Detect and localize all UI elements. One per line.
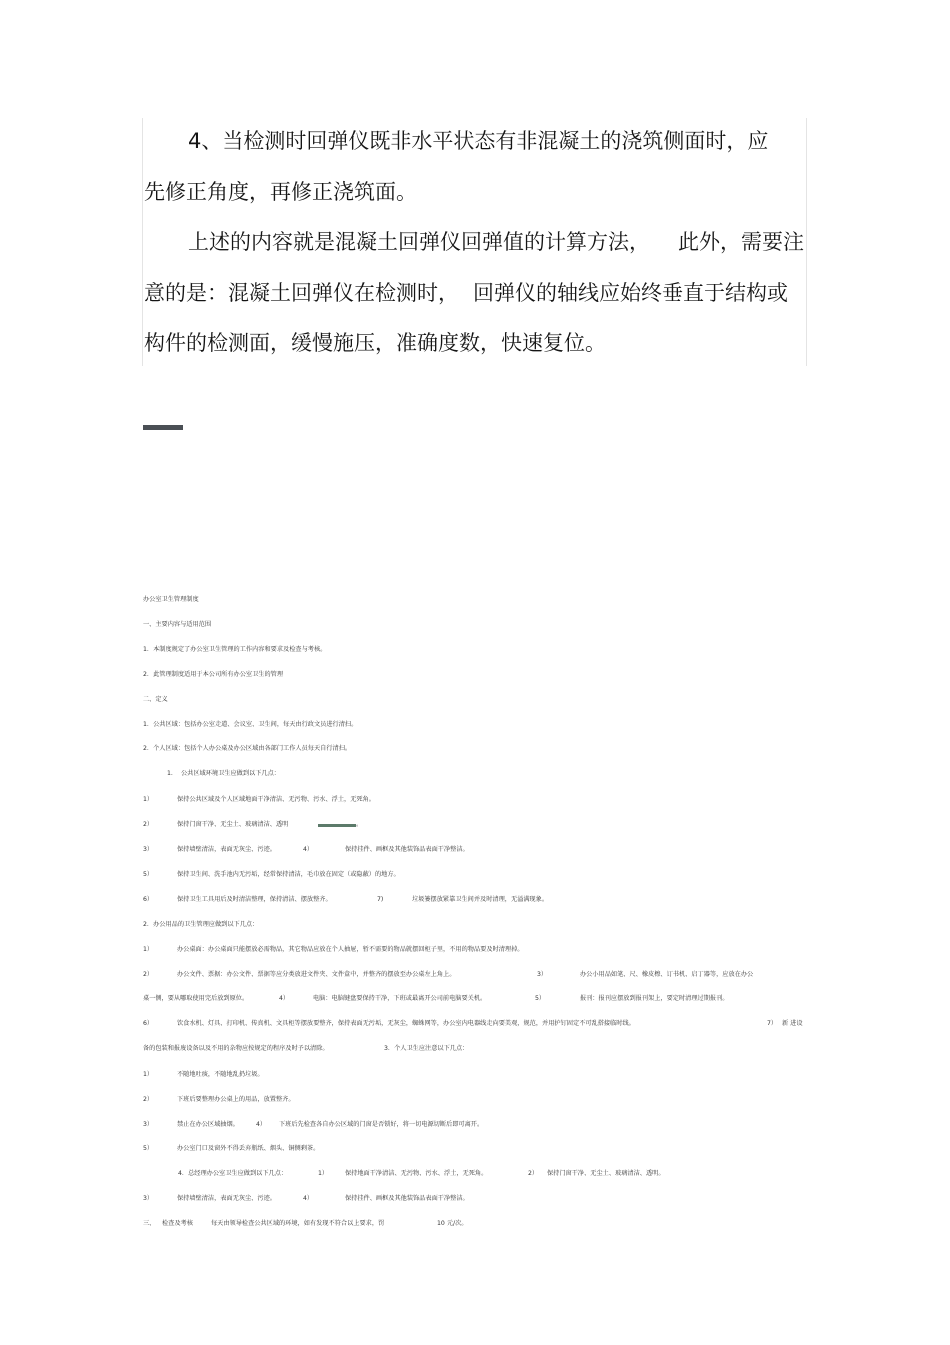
- public-rule-7: 垃圾篓摆放紧靠卫生间并及时清理，无溢满现象。: [412, 896, 549, 903]
- public-heading: 公共区域环境卫生应做到以下几点：: [181, 770, 280, 777]
- office-rule-7-number: 7）: [767, 1020, 778, 1027]
- public-rule-6: 保持卫生工具用后及时清洁整理，保持清洁、摆放整齐。: [177, 896, 332, 903]
- office-rule-6-number: 6）: [143, 1020, 154, 1027]
- paragraph-2-line-3: 构件的检测面，缓慢施压，准确度数，快速复位。: [144, 331, 606, 355]
- personal-rule-2: 下班后要整理办公桌上的用品，放置整齐。: [177, 1096, 295, 1103]
- personal-rule-1-number: 1）: [143, 1071, 154, 1078]
- public-rule-1-number: 1）: [143, 796, 154, 803]
- section-3-text: 每天由领导检查公共区域的环境，如有发现不符合以上要求，罚: [211, 1220, 385, 1227]
- section-3-number: 三、: [143, 1220, 156, 1227]
- manager-rule-2-number: 2）: [528, 1170, 539, 1177]
- paragraph-2-line-2b: 回弹仪的轴线应始终垂直于结构或: [473, 281, 788, 305]
- section-1-item-2: 2．此管理制度适用于本公司所有办公室卫生的管理: [143, 671, 284, 678]
- public-rule-2: 保持门窗干净、无尘土、玻璃清洁、透明: [177, 821, 289, 828]
- public-rule-1: 保持公共区域及个人区域地面干净清洁、无污物、污水、浮土，无死角。: [177, 796, 375, 803]
- personal-rule-2-number: 2）: [143, 1096, 154, 1103]
- paragraph-1-line-1: 4、当检测时回弹仪既非水平状态有非混凝土的浇筑侧面时，应: [188, 129, 769, 153]
- public-rule-3-number: 3）: [143, 846, 154, 853]
- office-rule-7: 新 进设: [782, 1020, 803, 1027]
- inline-mark: [318, 824, 356, 827]
- personal-rule-5: 办公室门口及窗外不得丢弃瓶纸、烟头、铜侧剩茶。: [177, 1145, 320, 1152]
- personal-rule-3-number: 3）: [143, 1121, 154, 1128]
- office-rule-6: 饮食水机、灯具、打印机、传真机、文具柜等摆放要整齐，保持表面无污垢，无灰尘，蜘蛛网等，办公室内电器线走向要美观，规范，并用护钉固定不可乱搭接临时线。: [177, 1020, 635, 1027]
- manager-rule-1: 保持地面干净清洁、无污物、污水、浮土，无死角。: [345, 1170, 488, 1177]
- office-rule-1: 办公桌面：办公桌面只能摆放必需物品，其它物品应放在个人抽屉，暂不需要的物品就摆回柜子里，不用的物品要及时清理掉。: [177, 946, 524, 953]
- office-rule-5-number: 5）: [535, 995, 546, 1002]
- office-rule-1-number: 1）: [143, 946, 154, 953]
- manager-rule-3: 保持墙壁清洁，表面无灰尘、污迹。: [177, 1195, 276, 1202]
- paragraph-2-line-1b: 此外，需要注: [678, 230, 804, 254]
- public-rule-4: 保持挂件、画框及其他装饰品表面干净整洁。: [345, 846, 469, 853]
- personal-rule-5-number: 5）: [143, 1145, 154, 1152]
- paragraph-2-line-2a: 意的是：混凝土回弹仪在检测时，: [144, 281, 459, 305]
- personal-rule-4: 下班后先检查各自办公区域的门窗是否锁好，将一切电源切断后即可离开。: [279, 1121, 484, 1128]
- manager-rule-4: 保持挂件、画框及其他装饰品表面干净整洁。: [345, 1195, 469, 1202]
- frame-left-border: [142, 118, 143, 366]
- personal-rule-1: 不随地吐痰，不随地乱扔垃圾。: [177, 1071, 264, 1078]
- section-3-amount: 10 元/次。: [437, 1220, 468, 1227]
- manager-rule-1-number: 1）: [318, 1170, 329, 1177]
- doc-title: 办公室卫生管理制度: [143, 596, 199, 603]
- public-rule-5: 保持卫生间、洗手池内无污垢，经常保持清洁，毛巾放在固定（或隐蔽）的地方。: [177, 871, 400, 878]
- paragraph-1-line-2: 先修正角度，再修正浇筑面。: [144, 180, 417, 204]
- manager-heading: 4．总经理办公室卫生应做到以下几点：: [178, 1170, 288, 1177]
- office-rule-7-cont: 备的包装和报废设备以及不用的杂物应按规定的程序及时予以清除。: [143, 1045, 329, 1052]
- section-1-item-1: 1．本制度规定了办公室卫生管理的工作内容和要求及检查与考核。: [143, 646, 327, 653]
- personal-rule-4-number: 4）: [256, 1121, 267, 1128]
- office-rule-2: 办公文件、票据：办公文件、票据等应分类放进文件夹、文件盒中，并整齐的摆放至办公桌左上角上。: [177, 971, 456, 978]
- office-rule-3-cont: 桌一侧，要从哪取使用完后放到原位。: [143, 995, 249, 1002]
- frame-right-border: [806, 118, 807, 366]
- office-rule-3-number: 3）: [537, 971, 548, 978]
- manager-rule-4-number: 4）: [303, 1195, 314, 1202]
- section-2-heading: 二、定义: [143, 696, 168, 703]
- personal-rule-3: 禁止在办公区域抽烟。: [177, 1121, 239, 1128]
- personal-heading: 3．个人卫生应注意以下几点：: [384, 1045, 469, 1052]
- public-rule-3: 保持墙壁清洁，表面无灰尘、污迹。: [177, 846, 276, 853]
- section-1-heading: 一、主要内容与适用范围: [143, 621, 212, 628]
- office-rule-5: 报刊：报刊应摆放到报刊架上，要定时清理过期报刊。: [580, 995, 729, 1002]
- manager-rule-3-number: 3）: [143, 1195, 154, 1202]
- public-rule-2-number: 2）: [143, 821, 154, 828]
- public-rule-7-number: 7): [377, 896, 384, 903]
- paragraph-2-line-1a: 上述的内容就是混凝土回弹仪回弹值的计算方法，: [188, 230, 650, 254]
- office-rule-4-number: 4）: [279, 995, 290, 1002]
- public-rule-5-number: 5）: [143, 871, 154, 878]
- section-2-item-1: 1．公共区域：包括办公室走道、会议室、卫生间，每天由行政文员进行清扫。: [143, 721, 358, 728]
- manager-rule-2: 保持门窗干净、无尘土、玻璃清洁、透明。: [547, 1170, 665, 1177]
- section-3-title: 检查及考核: [162, 1220, 193, 1227]
- office-rule-2-number: 2）: [143, 971, 154, 978]
- public-rule-4-number: 4）: [303, 846, 314, 853]
- office-rule-4: 电脑：电脑键盘要保持干净，下班或最离开公司前电脑要关机。: [313, 995, 487, 1002]
- public-rule-2-tail: 。: [356, 821, 363, 828]
- office-rule-3: 办公小用品如笔、尺、橡皮檫、订书机、启丁器等，应放在办公: [580, 971, 754, 978]
- section-2-item-2: 2．个人区域：包括个人办公桌及办公区域由各部门工作人员每天自行清扫。: [143, 745, 352, 752]
- office-heading: 2．办公用品的卫生管理应做到以下几点：: [143, 921, 259, 928]
- public-heading-number: 1.: [167, 770, 173, 777]
- public-rule-6-number: 6）: [143, 896, 154, 903]
- decorative-bar: [143, 425, 183, 430]
